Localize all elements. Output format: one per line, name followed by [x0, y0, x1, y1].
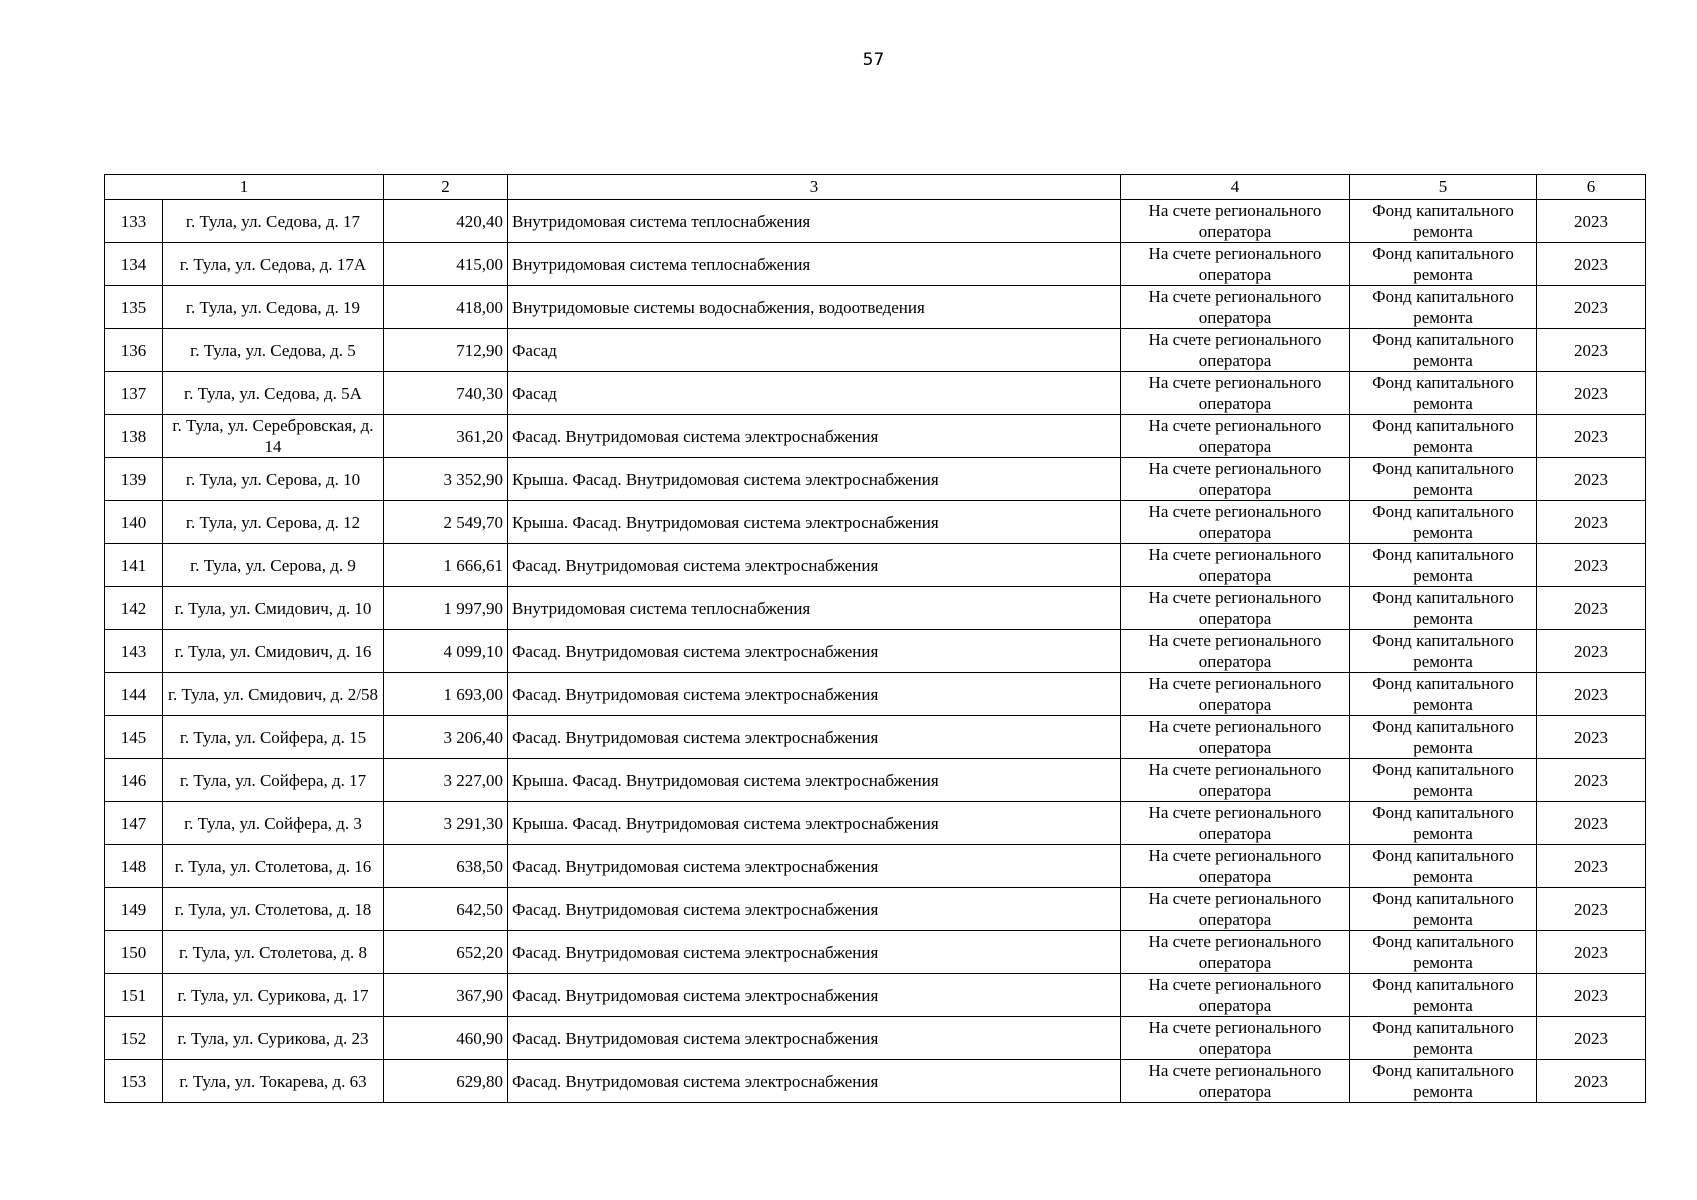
row-number-cell: 148: [105, 845, 163, 888]
funding-source-cell: Фонд капитального ремонта: [1350, 1017, 1537, 1060]
works-cell: Крыша. Фасад. Внутридомовая система электроснабжения: [508, 501, 1121, 544]
funding-source-cell: Фонд капитального ремонта: [1350, 501, 1537, 544]
row-number-cell: 138: [105, 415, 163, 458]
works-cell: Внутридомовая система теплоснабжения: [508, 587, 1121, 630]
account-cell: На счете регионального оператора: [1121, 200, 1350, 243]
area-cell: 460,90: [384, 1017, 508, 1060]
funding-source-cell: Фонд капитального ремонта: [1350, 716, 1537, 759]
funding-source-cell: Фонд капитального ремонта: [1350, 200, 1537, 243]
area-cell: 3 206,40: [384, 716, 508, 759]
address-cell: г. Тула, ул. Сойфера, д. 15: [163, 716, 384, 759]
works-cell: Фасад. Внутридомовая система электроснабжения: [508, 544, 1121, 587]
year-cell: 2023: [1537, 1060, 1646, 1103]
account-cell: На счете регионального оператора: [1121, 759, 1350, 802]
works-cell: Фасад. Внутридомовая система электроснабжения: [508, 1060, 1121, 1103]
works-cell: Фасад. Внутридомовая система электроснабжения: [508, 974, 1121, 1017]
works-cell: Внутридомовые системы водоснабжения, водоотведения: [508, 286, 1121, 329]
area-cell: 712,90: [384, 329, 508, 372]
funding-source-cell: Фонд капитального ремонта: [1350, 673, 1537, 716]
funding-source-cell: Фонд капитального ремонта: [1350, 845, 1537, 888]
address-cell: г. Тула, ул. Седова, д. 5А: [163, 372, 384, 415]
address-cell: г. Тула, ул. Седова, д. 17А: [163, 243, 384, 286]
column-header: 4: [1121, 175, 1350, 200]
funding-source-cell: Фонд капитального ремонта: [1350, 329, 1537, 372]
table-row: [105, 501, 1646, 544]
funding-source-cell: Фонд капитального ремонта: [1350, 888, 1537, 931]
works-cell: Внутридомовая система теплоснабжения: [508, 200, 1121, 243]
row-number-cell: 135: [105, 286, 163, 329]
table-row: [105, 243, 1646, 286]
address-cell: г. Тула, ул. Седова, д. 17: [163, 200, 384, 243]
account-cell: На счете регионального оператора: [1121, 1060, 1350, 1103]
row-number-cell: 137: [105, 372, 163, 415]
column-header: 6: [1537, 175, 1646, 200]
works-cell: Фасад. Внутридомовая система электроснабжения: [508, 673, 1121, 716]
area-cell: 3 227,00: [384, 759, 508, 802]
table-row: [105, 673, 1646, 716]
funding-source-cell: Фонд капитального ремонта: [1350, 587, 1537, 630]
row-number-cell: 134: [105, 243, 163, 286]
address-cell: г. Тула, ул. Токарева, д. 63: [163, 1060, 384, 1103]
table-row: [105, 1060, 1646, 1103]
table-row: [105, 845, 1646, 888]
area-cell: 1 997,90: [384, 587, 508, 630]
area-cell: 652,20: [384, 931, 508, 974]
table-row: [105, 888, 1646, 931]
funding-source-cell: Фонд капитального ремонта: [1350, 1060, 1537, 1103]
row-number-cell: 140: [105, 501, 163, 544]
row-number-cell: 143: [105, 630, 163, 673]
works-cell: Фасад. Внутридомовая система электроснабжения: [508, 845, 1121, 888]
works-cell: Фасад. Внутридомовая система электроснабжения: [508, 716, 1121, 759]
account-cell: На счете регионального оператора: [1121, 587, 1350, 630]
address-cell: г. Тула, ул. Седова, д. 19: [163, 286, 384, 329]
column-header: 3: [508, 175, 1121, 200]
year-cell: 2023: [1537, 888, 1646, 931]
year-cell: 2023: [1537, 759, 1646, 802]
area-cell: 642,50: [384, 888, 508, 931]
funding-source-cell: Фонд капитального ремонта: [1350, 458, 1537, 501]
account-cell: На счете регионального оператора: [1121, 372, 1350, 415]
account-cell: На счете регионального оператора: [1121, 716, 1350, 759]
table-row: [105, 974, 1646, 1017]
row-number-cell: 151: [105, 974, 163, 1017]
account-cell: На счете регионального оператора: [1121, 630, 1350, 673]
table-row: [105, 931, 1646, 974]
table-row: [105, 286, 1646, 329]
table-row: [105, 630, 1646, 673]
year-cell: 2023: [1537, 501, 1646, 544]
address-cell: г. Тула, ул. Сойфера, д. 3: [163, 802, 384, 845]
year-cell: 2023: [1537, 802, 1646, 845]
year-cell: 2023: [1537, 630, 1646, 673]
address-cell: г. Тула, ул. Смидович, д. 10: [163, 587, 384, 630]
works-cell: Крыша. Фасад. Внутридомовая система электроснабжения: [508, 458, 1121, 501]
year-cell: 2023: [1537, 329, 1646, 372]
funding-source-cell: Фонд капитального ремонта: [1350, 544, 1537, 587]
funding-source-cell: Фонд капитального ремонта: [1350, 630, 1537, 673]
works-cell: Внутридомовая система теплоснабжения: [508, 243, 1121, 286]
funding-source-cell: Фонд капитального ремонта: [1350, 286, 1537, 329]
table-row: [105, 1017, 1646, 1060]
year-cell: 2023: [1537, 673, 1646, 716]
year-cell: 2023: [1537, 415, 1646, 458]
area-cell: 361,20: [384, 415, 508, 458]
works-cell: Фасад. Внутридомовая система электроснабжения: [508, 888, 1121, 931]
row-number-cell: 152: [105, 1017, 163, 1060]
works-cell: Фасад. Внутридомовая система электроснабжения: [508, 630, 1121, 673]
address-cell: г. Тула, ул. Смидович, д. 2/58: [163, 673, 384, 716]
address-cell: г. Тула, ул. Столетова, д. 8: [163, 931, 384, 974]
table-row: [105, 759, 1646, 802]
area-cell: 629,80: [384, 1060, 508, 1103]
year-cell: 2023: [1537, 974, 1646, 1017]
works-cell: Фасад: [508, 372, 1121, 415]
row-number-cell: 149: [105, 888, 163, 931]
account-cell: На счете регионального оператора: [1121, 415, 1350, 458]
table-row: [105, 544, 1646, 587]
funding-source-cell: Фонд капитального ремонта: [1350, 415, 1537, 458]
account-cell: На счете регионального оператора: [1121, 544, 1350, 587]
account-cell: На счете регионального оператора: [1121, 802, 1350, 845]
row-number-cell: 142: [105, 587, 163, 630]
page-number: 57: [862, 50, 885, 70]
account-cell: На счете регионального оператора: [1121, 286, 1350, 329]
row-number-cell: 144: [105, 673, 163, 716]
year-cell: 2023: [1537, 200, 1646, 243]
year-cell: 2023: [1537, 845, 1646, 888]
year-cell: 2023: [1537, 372, 1646, 415]
works-cell: Фасад. Внутридомовая система электроснабжения: [508, 1017, 1121, 1060]
area-cell: 420,40: [384, 200, 508, 243]
row-number-cell: 147: [105, 802, 163, 845]
year-cell: 2023: [1537, 1017, 1646, 1060]
row-number-cell: 146: [105, 759, 163, 802]
column-header: 5: [1350, 175, 1537, 200]
table-row: [105, 415, 1646, 458]
row-number-cell: 136: [105, 329, 163, 372]
table-row: [105, 802, 1646, 845]
address-cell: г. Тула, ул. Сойфера, д. 17: [163, 759, 384, 802]
account-cell: На счете регионального оператора: [1121, 845, 1350, 888]
capital-repair-table: [104, 174, 1646, 1103]
area-cell: 3 352,90: [384, 458, 508, 501]
column-header: 2: [384, 175, 508, 200]
works-cell: Фасад: [508, 329, 1121, 372]
account-cell: На счете регионального оператора: [1121, 243, 1350, 286]
year-cell: 2023: [1537, 286, 1646, 329]
area-cell: 4 099,10: [384, 630, 508, 673]
area-cell: 2 549,70: [384, 501, 508, 544]
row-number-cell: 139: [105, 458, 163, 501]
area-cell: 1 693,00: [384, 673, 508, 716]
address-cell: г. Тула, ул. Серова, д. 10: [163, 458, 384, 501]
row-number-cell: 150: [105, 931, 163, 974]
account-cell: На счете регионального оператора: [1121, 458, 1350, 501]
account-cell: На счете регионального оператора: [1121, 931, 1350, 974]
funding-source-cell: Фонд капитального ремонта: [1350, 974, 1537, 1017]
year-cell: 2023: [1537, 544, 1646, 587]
address-cell: г. Тула, ул. Сурикова, д. 23: [163, 1017, 384, 1060]
area-cell: 740,30: [384, 372, 508, 415]
account-cell: На счете регионального оператора: [1121, 673, 1350, 716]
column-header: 1: [105, 175, 384, 200]
area-cell: 3 291,30: [384, 802, 508, 845]
account-cell: На счете регионального оператора: [1121, 329, 1350, 372]
address-cell: г. Тула, ул. Столетова, д. 18: [163, 888, 384, 931]
table-row: [105, 716, 1646, 759]
address-cell: г. Тула, ул. Седова, д. 5: [163, 329, 384, 372]
works-cell: Фасад. Внутридомовая система электроснабжения: [508, 415, 1121, 458]
works-cell: Крыша. Фасад. Внутридомовая система электроснабжения: [508, 802, 1121, 845]
area-cell: 367,90: [384, 974, 508, 1017]
funding-source-cell: Фонд капитального ремонта: [1350, 759, 1537, 802]
row-number-cell: 153: [105, 1060, 163, 1103]
year-cell: 2023: [1537, 458, 1646, 501]
funding-source-cell: Фонд капитального ремонта: [1350, 243, 1537, 286]
account-cell: На счете регионального оператора: [1121, 974, 1350, 1017]
table-row: [105, 587, 1646, 630]
funding-source-cell: Фонд капитального ремонта: [1350, 802, 1537, 845]
account-cell: На счете регионального оператора: [1121, 888, 1350, 931]
address-cell: г. Тула, ул. Серебровская, д. 14: [163, 415, 384, 458]
table-row: [105, 329, 1646, 372]
address-cell: г. Тула, ул. Столетова, д. 16: [163, 845, 384, 888]
row-number-cell: 145: [105, 716, 163, 759]
funding-source-cell: Фонд капитального ремонта: [1350, 372, 1537, 415]
year-cell: 2023: [1537, 716, 1646, 759]
works-cell: Фасад. Внутридомовая система электроснабжения: [508, 931, 1121, 974]
account-cell: На счете регионального оператора: [1121, 1017, 1350, 1060]
funding-source-cell: Фонд капитального ремонта: [1350, 931, 1537, 974]
area-cell: 1 666,61: [384, 544, 508, 587]
row-number-cell: 133: [105, 200, 163, 243]
account-cell: На счете регионального оператора: [1121, 501, 1350, 544]
table-row: [105, 200, 1646, 243]
area-cell: 418,00: [384, 286, 508, 329]
area-cell: 638,50: [384, 845, 508, 888]
address-cell: г. Тула, ул. Серова, д. 12: [163, 501, 384, 544]
year-cell: 2023: [1537, 587, 1646, 630]
address-cell: г. Тула, ул. Смидович, д. 16: [163, 630, 384, 673]
row-number-cell: 141: [105, 544, 163, 587]
column-number-header-row: [105, 175, 1646, 200]
address-cell: г. Тула, ул. Сурикова, д. 17: [163, 974, 384, 1017]
table-row: [105, 458, 1646, 501]
year-cell: 2023: [1537, 243, 1646, 286]
area-cell: 415,00: [384, 243, 508, 286]
year-cell: 2023: [1537, 931, 1646, 974]
works-cell: Крыша. Фасад. Внутридомовая система электроснабжения: [508, 759, 1121, 802]
table-row: [105, 372, 1646, 415]
address-cell: г. Тула, ул. Серова, д. 9: [163, 544, 384, 587]
